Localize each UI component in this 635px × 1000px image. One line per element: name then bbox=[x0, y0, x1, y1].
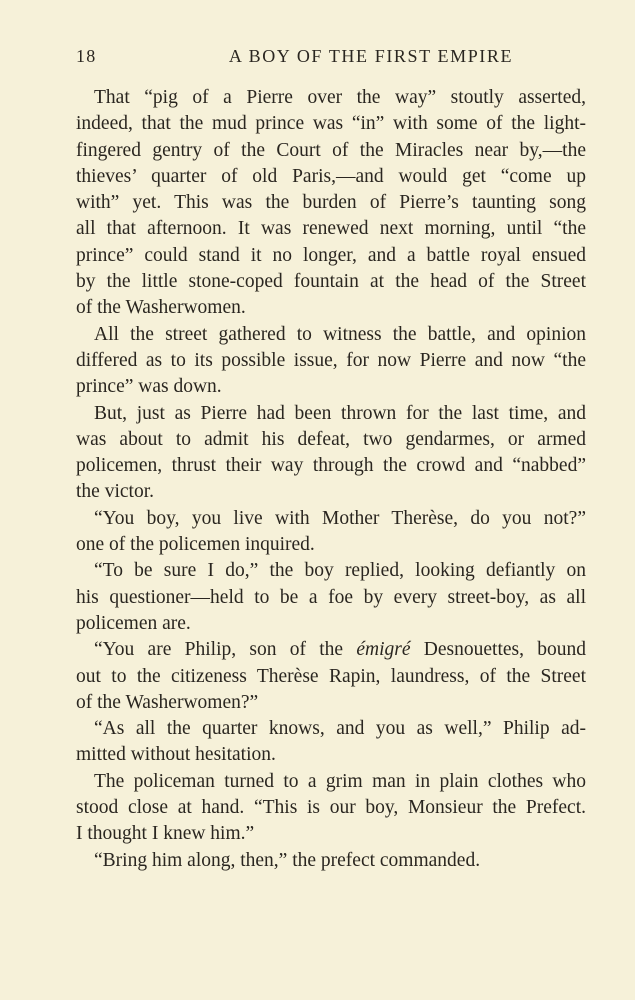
text-line: the victor. bbox=[76, 481, 154, 503]
text-line: “To be sure I do,” the boy replied, looking defiantly on bbox=[94, 560, 586, 582]
text-line: fingered gentry of the Court of the Miracles near by,—the bbox=[76, 139, 586, 161]
text-line: differed as to its possible issue, for now Pierre and now “the bbox=[76, 349, 586, 371]
text-line: all that afternoon. It was renewed next morning, until “the bbox=[76, 218, 586, 240]
text-segment: “You are Philip, son of the bbox=[94, 639, 357, 661]
text-line: I thought I knew him.” bbox=[76, 823, 255, 845]
text-line: prince” could stand it no longer, and a battle royal ensued bbox=[76, 244, 586, 266]
page-header bbox=[76, 46, 586, 70]
running-title: A BOY OF THE FIRST EMPIRE bbox=[228, 46, 514, 66]
text-line: That “pig of a Pierre over the way” stoutly asserted, bbox=[94, 87, 586, 108]
text-line: “You boy, you live with Mother Therèse, do you not?” bbox=[94, 507, 586, 529]
text-line bbox=[76, 637, 586, 663]
text-line: out to the citizeness Therèse Rapin, laundress, of the Street bbox=[76, 665, 586, 687]
text-line: stood close at hand. “This is our boy, Monsieur the Prefect. bbox=[76, 797, 586, 819]
body-text bbox=[76, 85, 586, 874]
text-segment: Desnouettes, bound bbox=[410, 639, 586, 661]
text-line: thieves’ quarter of old Paris,—and would get “come up bbox=[76, 165, 586, 187]
text-line: All the street gathered to witness the battle, and opinion bbox=[94, 323, 586, 345]
text-line: with” yet. This was the burden of Pierre’s taunting song bbox=[76, 192, 586, 214]
text-line: policemen, thrust their way through the crowd and “nabbed” bbox=[76, 455, 586, 477]
text-line: of the Washerwomen. bbox=[76, 297, 246, 319]
text-line: “As all the quarter knows, and you as well,” Philip ad- bbox=[94, 718, 586, 740]
text-line: of the Washerwomen?” bbox=[76, 691, 259, 713]
text-line: mitted without hesitation. bbox=[76, 744, 276, 766]
text-line: was about to admit his defeat, two gendarmes, or armed bbox=[76, 428, 586, 450]
text-line: indeed, that the mud prince was “in” with some of the light- bbox=[76, 113, 586, 135]
text-line: But, just as Pierre had been thrown for the last time, and bbox=[94, 402, 586, 424]
text-line: one of the policemen inquired. bbox=[76, 534, 315, 556]
text-line: prince” was down. bbox=[76, 376, 222, 398]
text-line: The policeman turned to a grim man in plain clothes who bbox=[94, 770, 586, 792]
page-number: 18 bbox=[76, 46, 97, 66]
text-line: policemen are. bbox=[76, 612, 191, 634]
italic-word: émigré bbox=[356, 639, 411, 661]
text-line: his questioner—held to be a foe by every street-boy, as all bbox=[76, 586, 586, 608]
text-line: “Bring him along, then,” the prefect commanded. bbox=[94, 849, 481, 871]
text-line: by the little stone-coped fountain at the head of the Street bbox=[76, 271, 586, 293]
